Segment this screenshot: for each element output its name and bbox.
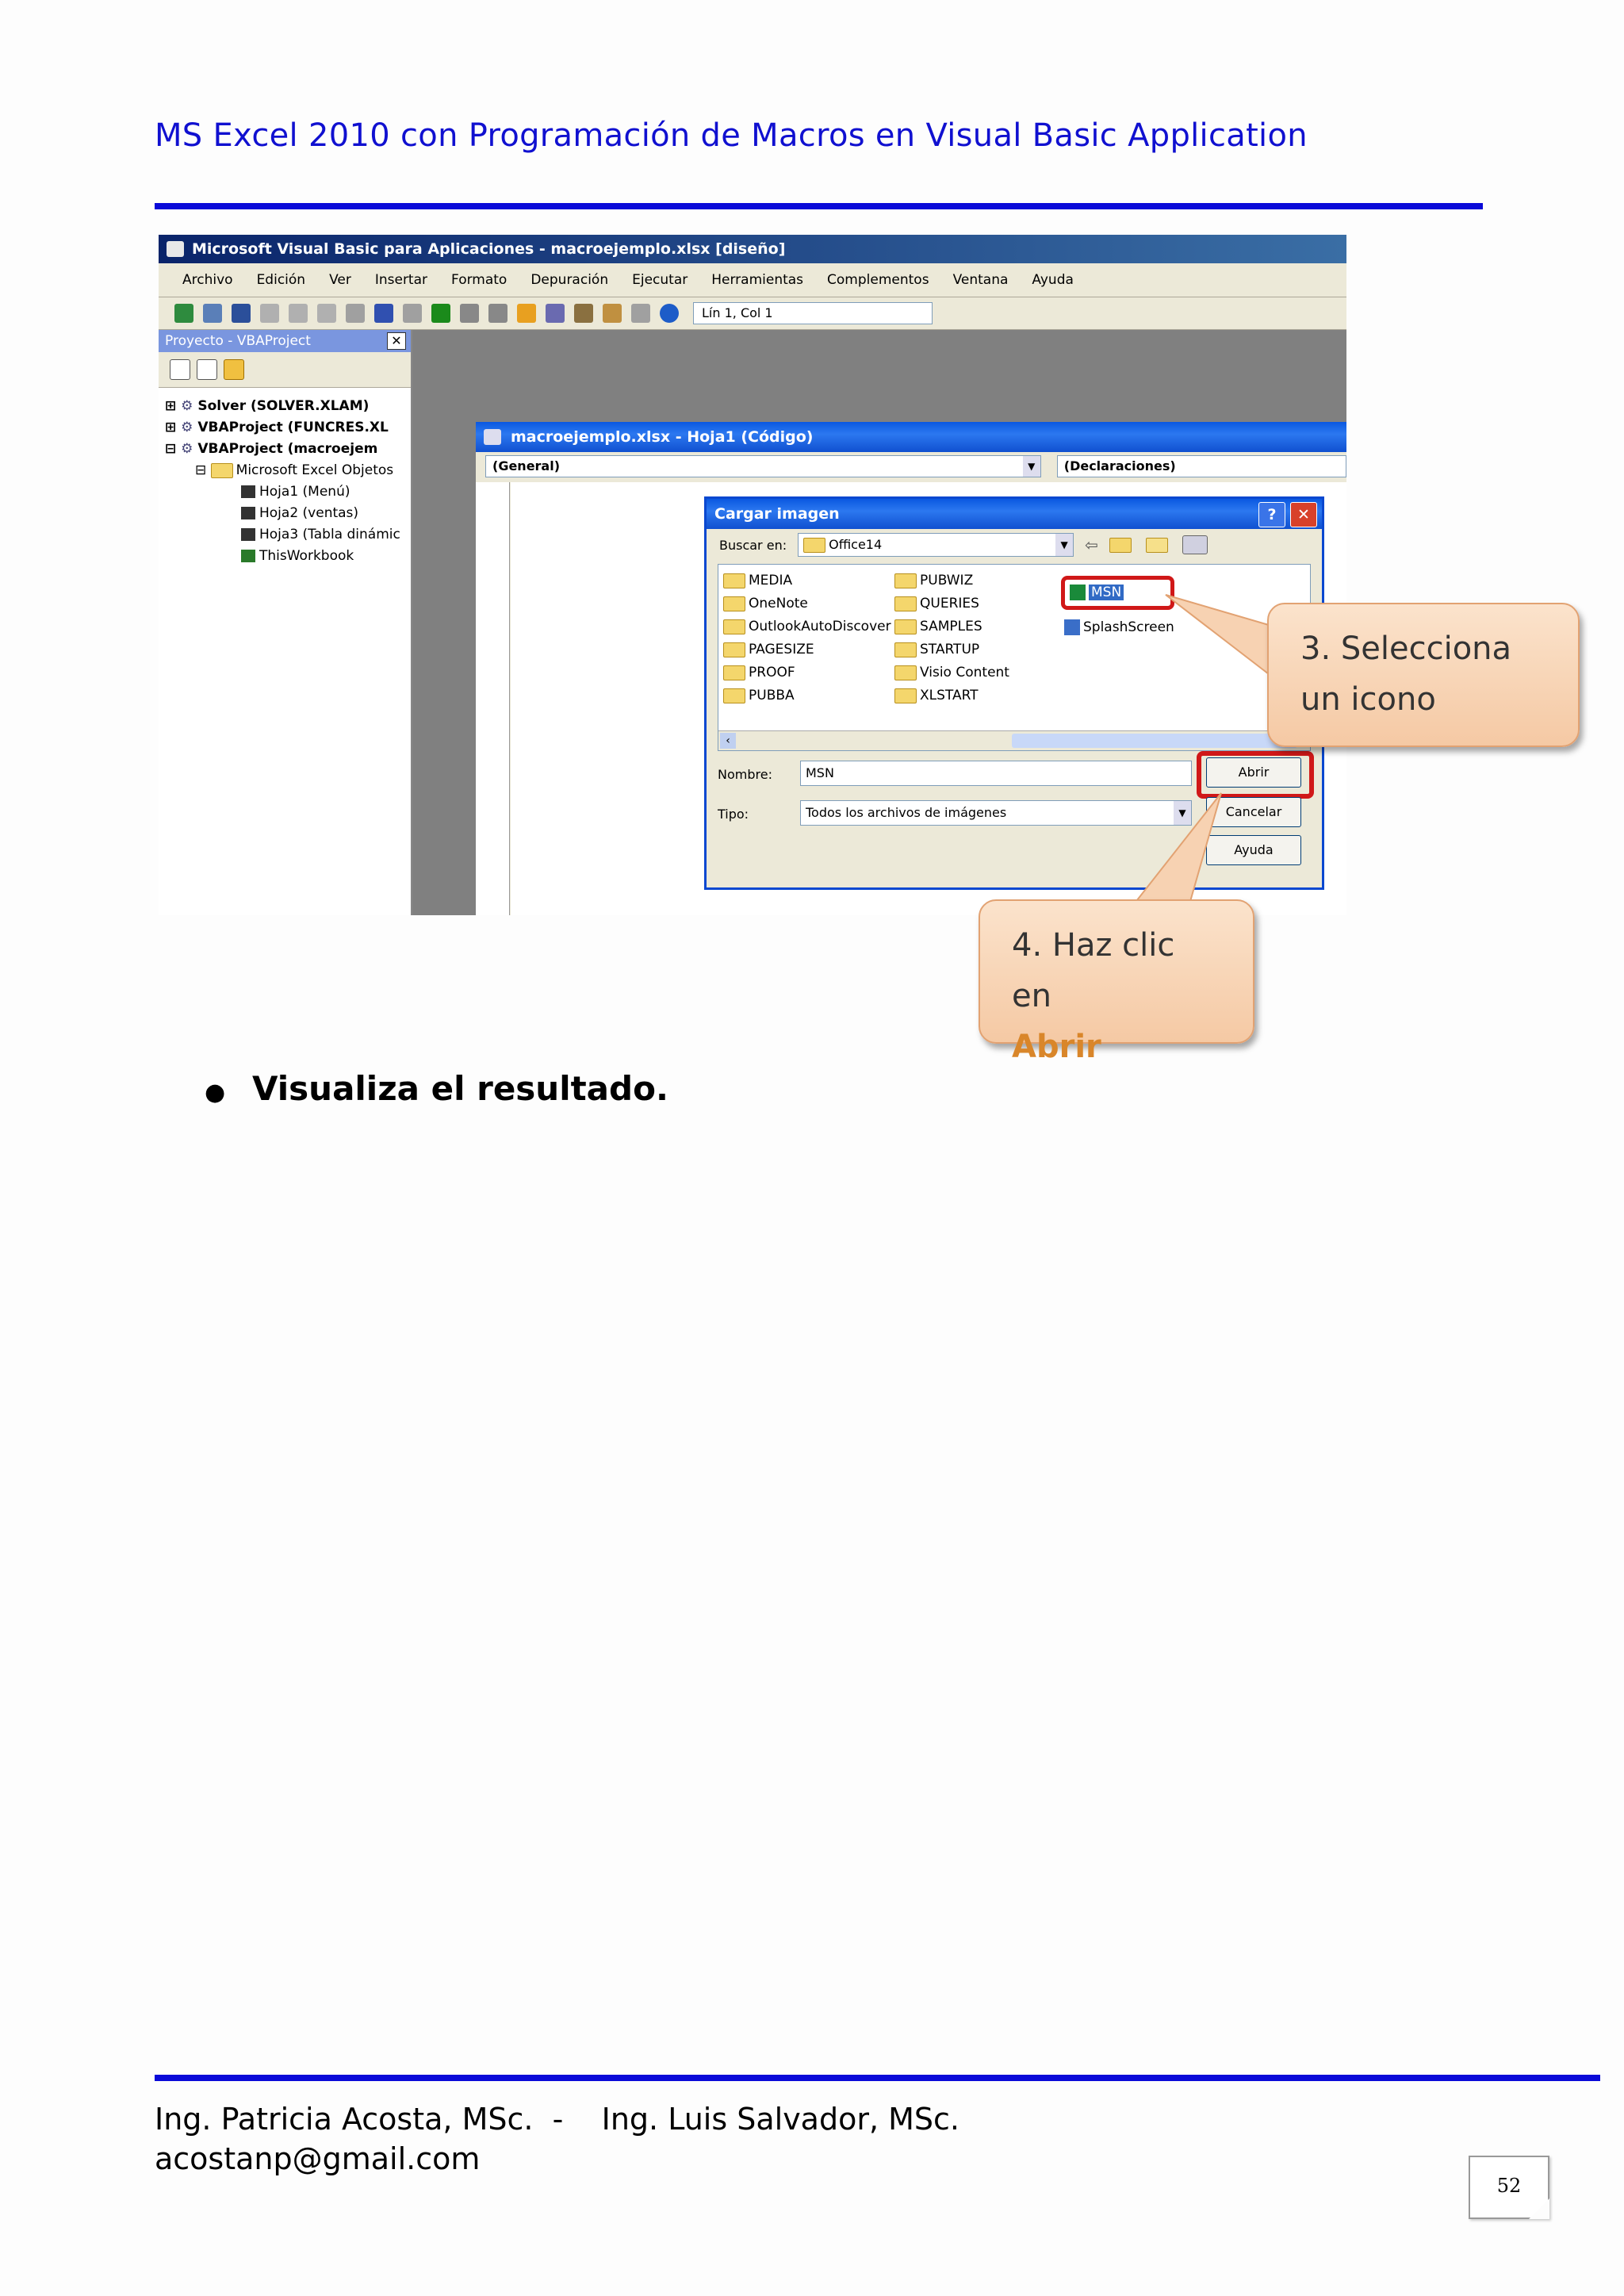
callout3-pointer (1166, 595, 1269, 674)
close-icon[interactable]: ✕ (387, 332, 406, 350)
file-name: PROOF (749, 665, 795, 680)
dropdown-arrow-icon[interactable]: ▼ (1174, 801, 1191, 825)
file-name: STARTUP (920, 642, 980, 657)
bullet-dot: ● (205, 1079, 226, 1106)
tree-item-label: Microsoft Excel Objetos (236, 462, 394, 478)
menu-edicion[interactable]: Edición (256, 272, 306, 288)
menu-archivo[interactable]: Archivo (182, 272, 233, 288)
file-name: PUBWIZ (920, 573, 974, 588)
filename-input[interactable]: MSN (800, 761, 1192, 786)
object-combo-value: (General) (492, 458, 561, 473)
look-in-label: Buscar en: (719, 537, 787, 553)
dropdown-arrow-icon[interactable]: ▼ (1055, 534, 1073, 556)
callout-pointers (0, 0, 1624, 1110)
menu-herramientas[interactable]: Herramientas (711, 272, 804, 288)
scroll-left-icon[interactable]: ‹ (720, 733, 736, 749)
help-button[interactable]: Ayuda (1206, 835, 1301, 865)
menu-ventana[interactable]: Ventana (952, 272, 1009, 288)
look-in-value: Office14 (829, 537, 883, 552)
menu-insertar[interactable]: Insertar (374, 272, 428, 288)
callout3-line2: un icono (1300, 681, 1436, 718)
project-explorer-title-text: Proyecto - VBAProject (165, 333, 311, 349)
file-name: MEDIA (749, 573, 793, 588)
file-name: Visio Content (920, 665, 1009, 680)
footer-email: acostanp@gmail.com (155, 2141, 481, 2176)
menu-ayuda[interactable]: Ayuda (1032, 272, 1074, 288)
callout4-pointer (1134, 793, 1221, 904)
tree-item-label: Hoja2 (ventas) (259, 505, 359, 521)
page-number: 52 (1496, 2175, 1522, 2197)
project-icon: ⚙ (181, 420, 193, 435)
footer-rule (155, 2075, 1600, 2081)
menu-ver[interactable]: Ver (329, 272, 351, 288)
menu-depuracion[interactable]: Depuración (530, 272, 609, 288)
tree-item-label: ThisWorkbook (259, 548, 354, 564)
page-number-box (1469, 2156, 1549, 2219)
page-fold-corner (1529, 2198, 1549, 2219)
callout-select-icon (1267, 603, 1580, 747)
dropdown-arrow-icon[interactable]: ▼ (1023, 456, 1040, 477)
footer-authors: Ing. Patricia Acosta, MSc. - Ing. Luis Salvador, MSc. (155, 2102, 959, 2137)
file-name: PUBBA (749, 688, 795, 703)
menu-formato[interactable]: Formato (451, 272, 508, 288)
callout3-line1: 3. Selecciona (1300, 631, 1512, 667)
procedure-combo-value: (Declaraciones) (1063, 458, 1176, 473)
collapse-icon[interactable]: ⊟ (195, 462, 207, 478)
filetype-label: Tipo: (718, 807, 749, 822)
project-icon: ⚙ (181, 441, 193, 457)
filetype-value: Todos los archivos de imágenes (806, 805, 1007, 820)
cursor-position-status: Lín 1, Col 1 (693, 302, 933, 324)
tree-item-label: VBAProject (macroejem (197, 441, 378, 457)
expand-icon[interactable]: ⊞ (165, 398, 177, 414)
help-icon[interactable]: ? (1258, 502, 1285, 527)
code-window-title: macroejemplo.xlsx - Hoja1 (Código) (511, 428, 814, 446)
menu-complementos[interactable]: Complementos (827, 272, 929, 288)
file-name: PAGESIZE (749, 642, 814, 657)
collapse-icon[interactable]: ⊟ (165, 441, 177, 457)
file-name: XLSTART (920, 688, 979, 703)
vba-window-title: Microsoft Visual Basic para Aplicaciones - macroejemplo.xlsx [diseño] (192, 240, 786, 258)
tree-item-label: Hoja1 (Menú) (259, 484, 350, 500)
file-name: OutlookAutoDiscover (749, 619, 891, 634)
file-name: OneNote (749, 596, 808, 611)
expand-icon[interactable]: ⊞ (165, 420, 177, 435)
callout4-line2: Abrir (1012, 1029, 1101, 1065)
callout-click-open (979, 899, 1254, 1065)
file-name: QUERIES (920, 596, 979, 611)
tree-item-label: Solver (SOLVER.XLAM) (197, 398, 370, 414)
close-icon[interactable]: ✕ (1290, 502, 1317, 527)
filename-label: Nombre: (718, 767, 772, 782)
callout4-line1: 4. Haz clic en (1012, 927, 1175, 1014)
bullet-text: Visualiza el resultado. (252, 1069, 668, 1108)
file-name: SplashScreen (1083, 619, 1174, 635)
document-header-title: MS Excel 2010 con Programación de Macros en Visual Basic Application (155, 117, 1308, 154)
tree-item-label: Hoja3 (Tabla dinámic (259, 527, 400, 542)
tree-item-label: VBAProject (FUNCRES.XL (197, 420, 389, 435)
back-icon[interactable]: ⇦ (1085, 535, 1098, 554)
menu-ejecutar[interactable]: Ejecutar (632, 272, 688, 288)
dialog-title: Cargar imagen (714, 505, 840, 523)
open-button[interactable]: Abrir (1206, 757, 1301, 788)
cancel-button[interactable]: Cancelar (1206, 797, 1301, 827)
project-icon: ⚙ (181, 398, 193, 414)
file-name: MSN (1089, 585, 1124, 600)
file-name: SAMPLES (920, 619, 982, 634)
